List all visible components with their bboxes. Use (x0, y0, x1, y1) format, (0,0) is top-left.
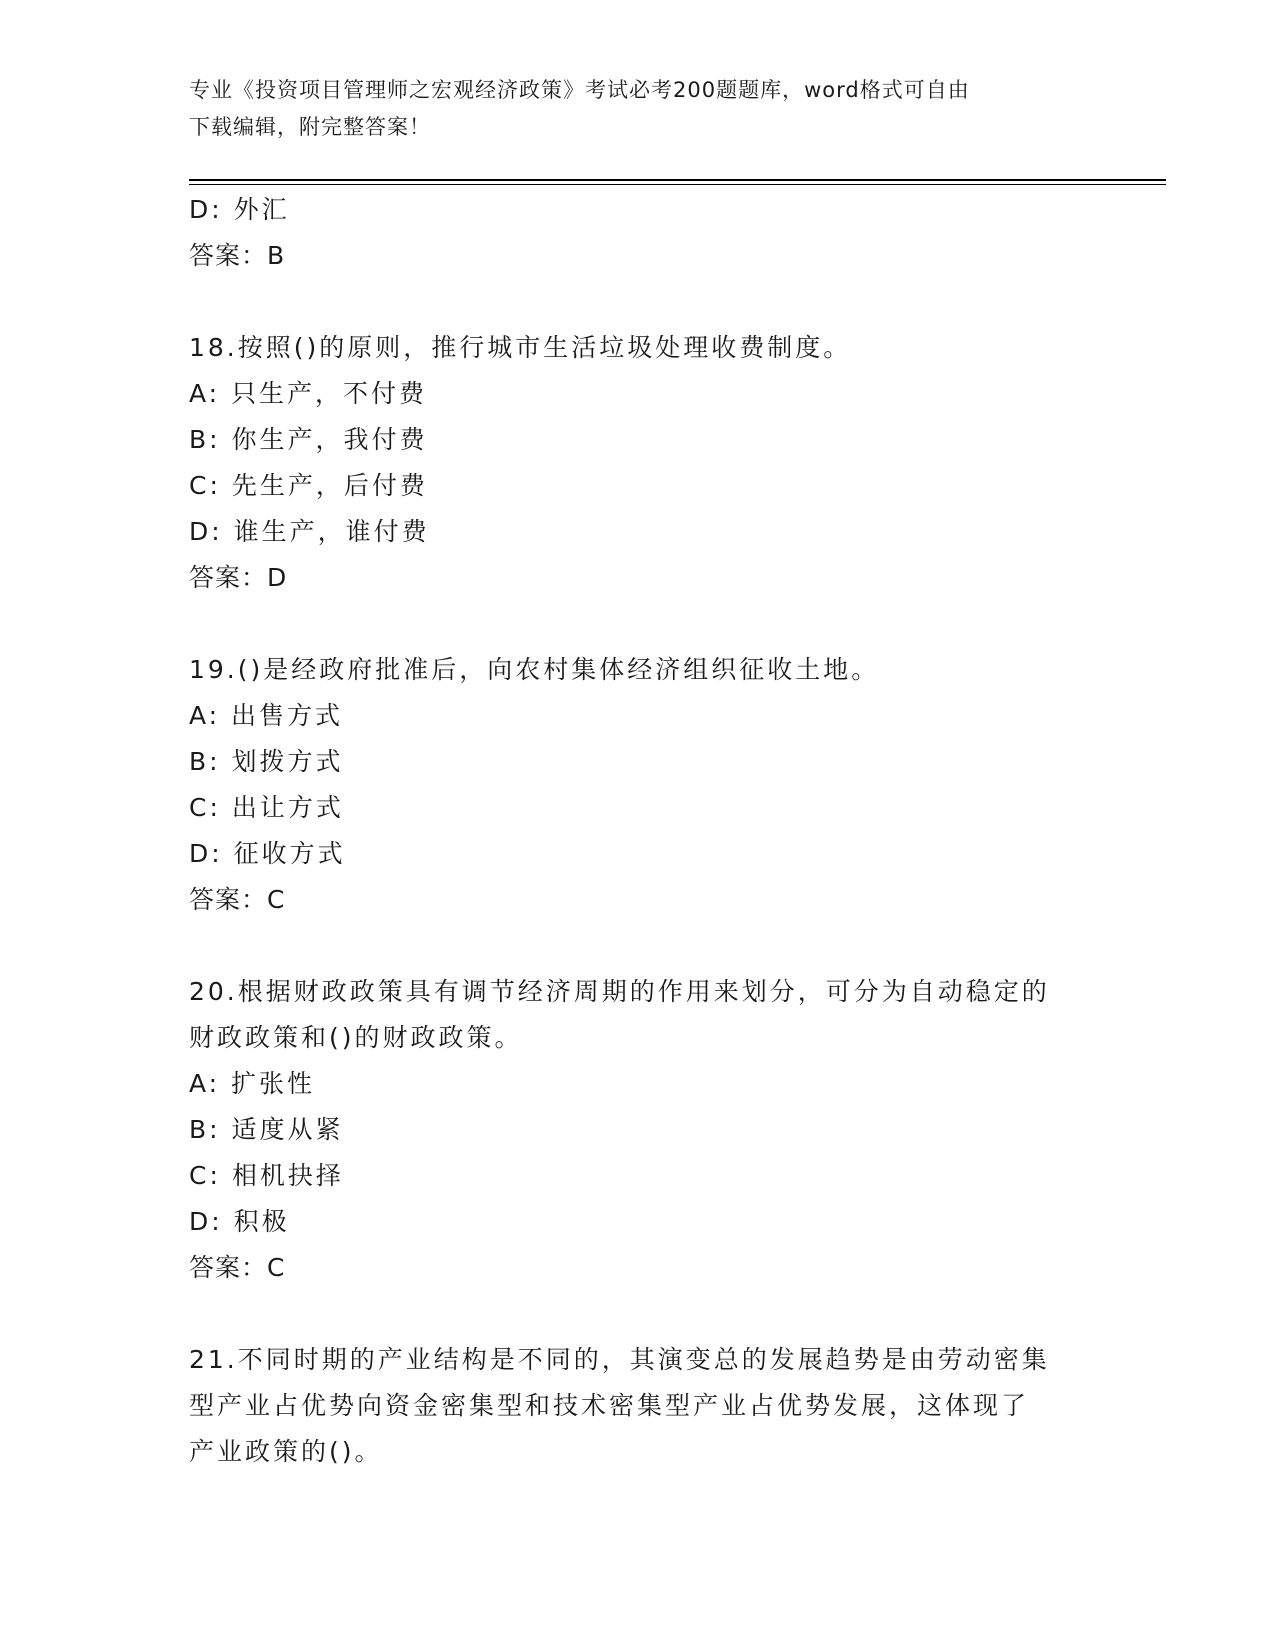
option-c: C: 先生产，后付费 (189, 471, 428, 500)
question-text: 18.按照()的原则，推行城市生活垃圾处理收费制度。 (189, 333, 852, 362)
option-d: D: 谁生产，谁付费 (189, 517, 430, 546)
question-19 (189, 647, 1089, 923)
page-header (189, 72, 1089, 146)
option-d: D: 积极 (189, 1207, 290, 1236)
header-rule-thick (189, 179, 1166, 181)
question-text-line-2: 型产业占优势向资金密集型和技术密集型产业占优势发展，这体现了 (189, 1391, 1030, 1420)
option-a: A: 扩张性 (189, 1069, 316, 1098)
header-line-2: 下载编辑，附完整答案！ (189, 115, 431, 139)
answer-line: 答案：B (189, 241, 286, 270)
question-text-line-1: 21.不同时期的产业结构是不同的，其演变总的发展趋势是由劳动密集 (189, 1345, 1050, 1374)
option-a: A: 只生产，不付费 (189, 379, 428, 408)
question-18 (189, 325, 1089, 601)
header-line-1: 专业《投资项目管理师之宏观经济政策》考试必考200题题库，word格式可自由 (189, 78, 970, 102)
spacer (189, 923, 1089, 969)
question-content (189, 187, 1089, 1475)
question-text-line-1: 20.根据财政政策具有调节经济周期的作用来划分，可分为自动稳定的 (189, 977, 1050, 1006)
option-d: D: 外汇 (189, 195, 290, 224)
option-b: B: 适度从紧 (189, 1115, 344, 1144)
question-20 (189, 969, 1089, 1291)
question-text-line-3: 产业政策的()。 (189, 1437, 383, 1466)
spacer (189, 1291, 1089, 1337)
question-text-line-2: 财政政策和()的财政政策。 (189, 1023, 523, 1052)
spacer (189, 279, 1089, 325)
answer-line: 答案：D (189, 563, 288, 592)
question-text: 19.()是经政府批准后，向农村集体经济组织征收土地。 (189, 655, 880, 684)
option-b: B: 你生产，我付费 (189, 425, 428, 454)
option-b: B: 划拨方式 (189, 747, 344, 776)
answer-line: 答案：C (189, 1253, 286, 1282)
question-21 (189, 1337, 1089, 1475)
option-d: D: 征收方式 (189, 839, 346, 868)
option-c: C: 出让方式 (189, 793, 344, 822)
spacer (189, 601, 1089, 647)
header-rule-thin (189, 184, 1166, 185)
option-a: A: 出售方式 (189, 701, 344, 730)
answer-line: 答案：C (189, 885, 286, 914)
option-c: C: 相机抉择 (189, 1161, 344, 1190)
